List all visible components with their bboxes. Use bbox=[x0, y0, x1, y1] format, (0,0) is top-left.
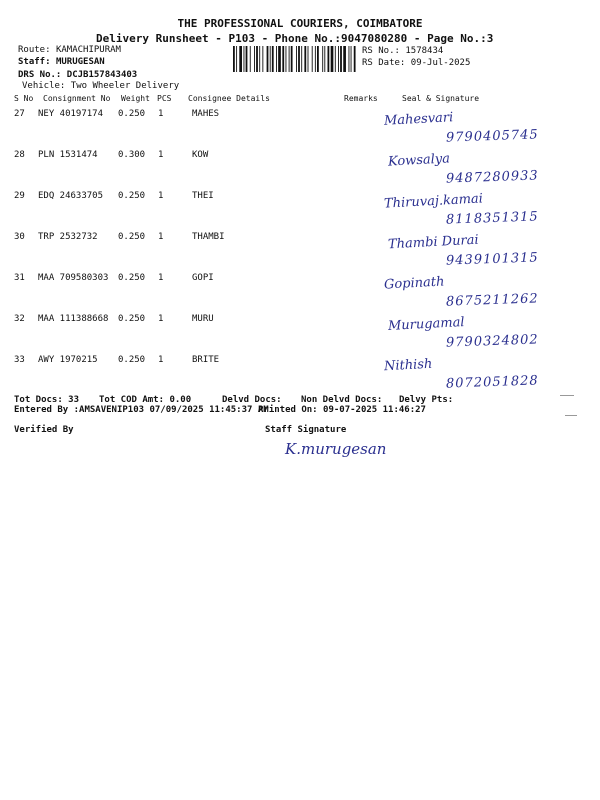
row-consignment-no: MAA 111388668 bbox=[38, 314, 109, 324]
col-consignment: Consignment No bbox=[43, 94, 111, 103]
row-pcs: 1 bbox=[158, 150, 164, 160]
rs-no-line bbox=[362, 46, 443, 56]
col-pcs: PCS bbox=[157, 94, 172, 103]
runsheet-subtitle: Delivery Runsheet - P103 - Phone No.:9047080280 - Page No.:3 bbox=[96, 32, 494, 45]
printed-on: Printed On: 09-07-2025 11:46:27 bbox=[258, 405, 426, 415]
row-weight: 0.250 bbox=[118, 232, 146, 242]
staff-signature: K.murugesan bbox=[285, 440, 387, 458]
drs-line bbox=[18, 70, 137, 80]
route-value: KAMACHIPURAM bbox=[55, 45, 121, 55]
col-remarks: Remarks bbox=[344, 94, 378, 103]
handwritten-phone: 9487280933 bbox=[445, 168, 539, 187]
staff-label: Staff: bbox=[18, 57, 51, 67]
row-weight: 0.250 bbox=[118, 191, 146, 201]
drs-value: DCJB157843403 bbox=[66, 70, 138, 80]
rs-no-value: 1578434 bbox=[405, 46, 444, 56]
row-pcs: 1 bbox=[158, 191, 164, 201]
scan-mark bbox=[565, 415, 577, 416]
rs-date-line bbox=[362, 58, 470, 68]
row-consignment-no: PLN 1531474 bbox=[38, 150, 98, 160]
handwritten-name: Mahesvari bbox=[383, 110, 454, 129]
row-pcs: 1 bbox=[158, 314, 164, 324]
row-consignee: MAHES bbox=[192, 109, 220, 119]
handwritten-phone: 8072051828 bbox=[445, 373, 539, 392]
staff-signature-label: Staff Signature bbox=[265, 425, 347, 435]
handwritten-phone: 8118351315 bbox=[445, 209, 539, 228]
verified-by: Verified By bbox=[14, 425, 74, 435]
row-weight: 0.250 bbox=[118, 109, 146, 119]
vehicle-line bbox=[22, 81, 179, 91]
row-consignment-no: NEY 40197174 bbox=[38, 109, 104, 119]
row-sno: 31 bbox=[14, 273, 25, 283]
row-consignee: BRITE bbox=[192, 355, 220, 365]
tot-docs: Tot Docs: 33 bbox=[14, 395, 80, 405]
handwritten-phone: 9439101315 bbox=[445, 250, 539, 269]
handwritten-phone: 8675211262 bbox=[445, 291, 539, 310]
rs-no-label: RS No.: bbox=[362, 46, 400, 56]
row-pcs: 1 bbox=[158, 355, 164, 365]
row-sno: 33 bbox=[14, 355, 25, 365]
col-consignee: Consignee Details bbox=[188, 94, 270, 103]
row-consignment-no: EDQ 24633705 bbox=[38, 191, 104, 201]
staff-value: MURUGESAN bbox=[55, 57, 105, 67]
handwritten-name: Murugamal bbox=[387, 315, 465, 334]
handwritten-name: Gopinath bbox=[383, 274, 445, 293]
row-weight: 0.250 bbox=[118, 355, 146, 365]
row-pcs: 1 bbox=[158, 109, 164, 119]
row-sno: 28 bbox=[14, 150, 25, 160]
col-seal-signature: Seal & Signature bbox=[402, 94, 480, 103]
row-consignee: GOPI bbox=[192, 273, 214, 283]
staff-line bbox=[18, 57, 105, 67]
row-weight: 0.250 bbox=[118, 273, 146, 283]
row-consignee: THEI bbox=[192, 191, 214, 201]
row-consignee: THAMBI bbox=[192, 232, 225, 242]
row-sno: 32 bbox=[14, 314, 25, 324]
col-sno: S No bbox=[14, 94, 34, 103]
handwritten-name: Thiruvaj.kamai bbox=[383, 191, 484, 212]
vehicle-label: Vehicle: bbox=[22, 81, 66, 91]
table-header bbox=[0, 94, 600, 106]
row-consignee: MURU bbox=[192, 314, 214, 324]
row-sno: 27 bbox=[14, 109, 25, 119]
barcode bbox=[232, 46, 356, 72]
rs-date-label: RS Date: bbox=[362, 58, 406, 68]
handwritten-name: Thambi Durai bbox=[387, 232, 479, 253]
row-pcs: 1 bbox=[158, 273, 164, 283]
entered-by: Entered By :AMSAVENIP103 07/09/2025 11:45:37 AM bbox=[14, 405, 269, 415]
rs-date-value: 09-Jul-2025 bbox=[410, 58, 471, 68]
handwritten-phone: 9790405745 bbox=[445, 127, 539, 146]
route-label: Route: bbox=[18, 45, 51, 55]
delvd-docs: Delvd Docs: bbox=[222, 395, 282, 405]
row-sno: 30 bbox=[14, 232, 25, 242]
non-delvd-docs: Non Delvd Docs: bbox=[301, 395, 383, 405]
tot-cod-amt: Tot COD Amt: 0.00 bbox=[99, 395, 192, 405]
drs-label: DRS No.: bbox=[18, 70, 62, 80]
delvy-pts: Delvy Pts: bbox=[399, 395, 454, 405]
handwritten-name: Kowsalya bbox=[387, 151, 451, 170]
row-consignment-no: TRP 2532732 bbox=[38, 232, 98, 242]
row-consignment-no: MAA 709580303 bbox=[38, 273, 109, 283]
row-consignee: KOW bbox=[192, 150, 209, 160]
handwritten-phone: 9790324802 bbox=[445, 332, 539, 351]
row-weight: 0.250 bbox=[118, 314, 146, 324]
vehicle-value: Two Wheeler Delivery bbox=[70, 81, 180, 91]
row-sno: 29 bbox=[14, 191, 25, 201]
col-weight: Weight bbox=[121, 94, 150, 103]
row-consignment-no: AWY 1970215 bbox=[38, 355, 98, 365]
route-line bbox=[18, 45, 121, 55]
row-pcs: 1 bbox=[158, 232, 164, 242]
scan-mark bbox=[560, 395, 574, 396]
handwritten-name: Nithish bbox=[383, 356, 433, 375]
page-title: THE PROFESSIONAL COURIERS, COIMBATORE bbox=[177, 17, 423, 30]
row-weight: 0.300 bbox=[118, 150, 146, 160]
